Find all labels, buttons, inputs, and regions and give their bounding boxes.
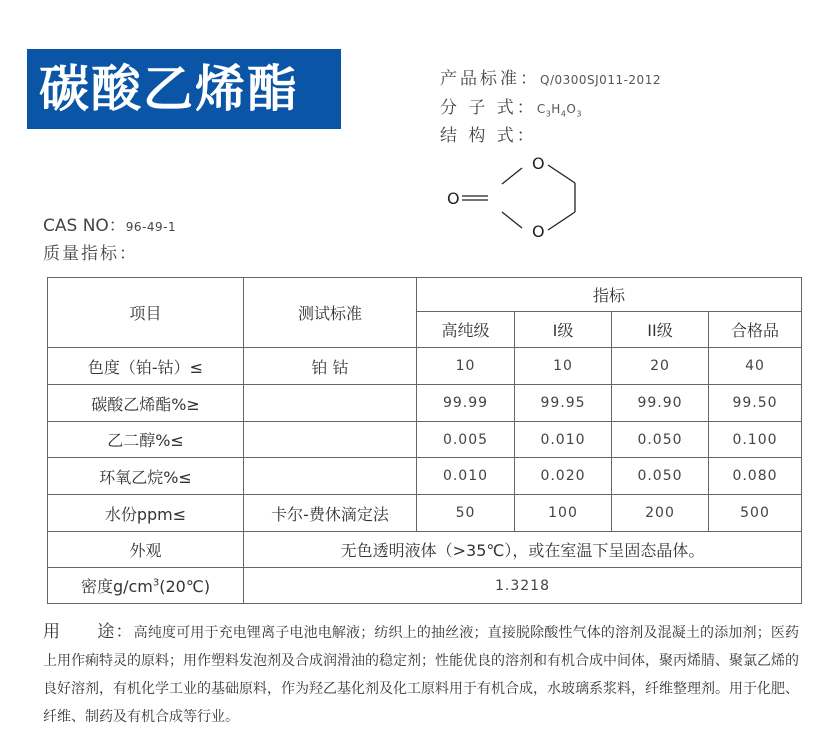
grade-header: 高纯级 bbox=[417, 312, 515, 348]
row-value: 100 bbox=[515, 495, 612, 532]
row-method: 卡尔-费休滴定法 bbox=[244, 495, 417, 532]
row-value: 0.005 bbox=[417, 422, 515, 458]
table-row bbox=[48, 495, 802, 532]
row-value: 0.010 bbox=[417, 458, 515, 495]
usage-text: 高纯度可用于充电锂离子电池电解液；纺织上的抽丝液；直接脱除酸性气体的溶剂及混凝土的添加剂；医药上用作痢特灵的原料；用作塑料发泡剂及合成润滑油的稳定剂；性能优良的溶剂和有机合成中间体，聚丙烯腈、聚氯乙烯的良好溶剂，有机化学工业的基础原料，作为羟乙基化剂及化工原料用于有机合成，水玻璃系浆料，纤维整理剂。用于化肥、纤维、制药及有机合成等行业。 bbox=[43, 625, 800, 725]
grade-header: I级 bbox=[515, 312, 612, 348]
structure-atom-ring-o-top: O bbox=[532, 154, 545, 173]
row-value: 99.50 bbox=[709, 385, 802, 422]
table-row bbox=[48, 385, 802, 422]
row-item: 环氧乙烷%≤ bbox=[48, 458, 244, 495]
row-value: 99.95 bbox=[515, 385, 612, 422]
row-item: 乙二醇%≤ bbox=[48, 422, 244, 458]
structure-atom-ring-o-bottom: O bbox=[532, 222, 545, 240]
quality-label: 质量指标： bbox=[43, 244, 138, 264]
structure-diagram bbox=[440, 150, 590, 240]
molecular-formula-value: $C_3H_4O_3$ bbox=[536, 102, 582, 119]
product-standard bbox=[440, 64, 661, 89]
header-index: 指标 bbox=[417, 278, 802, 312]
row-method bbox=[244, 385, 417, 422]
row-item: 外观 bbox=[48, 532, 244, 568]
header-method: 测试标准 bbox=[244, 278, 417, 348]
row-item: 色度（铂-钴）≤ bbox=[48, 348, 244, 385]
cas-value: 96-49-1 bbox=[125, 220, 177, 234]
product-standard-value: Q/0300SJ011-2012 bbox=[540, 73, 661, 87]
row-value: 0.010 bbox=[515, 422, 612, 458]
row-value: 0.050 bbox=[612, 422, 709, 458]
cas-number bbox=[43, 211, 176, 236]
row-method: 铂 钴 bbox=[244, 348, 417, 385]
table-row-density bbox=[48, 568, 802, 604]
grade-header: II级 bbox=[612, 312, 709, 348]
row-value: 0.100 bbox=[709, 422, 802, 458]
row-item: 碳酸乙烯酯%≥ bbox=[48, 385, 244, 422]
row-value: 99.90 bbox=[612, 385, 709, 422]
row-item: 水份ppm≤ bbox=[48, 495, 244, 532]
title-banner bbox=[27, 49, 341, 129]
cas-label: CAS NO： bbox=[43, 216, 126, 236]
molecular-formula-label: 分 子 式： bbox=[440, 98, 537, 118]
structural-formula-label: 结 构 式： bbox=[440, 126, 537, 146]
row-method bbox=[244, 422, 417, 458]
row-value: 99.99 bbox=[417, 385, 515, 422]
row-value: 0.020 bbox=[515, 458, 612, 495]
row-value: 40 bbox=[709, 348, 802, 385]
grade-header: 合格品 bbox=[709, 312, 802, 348]
row-value: 10 bbox=[515, 348, 612, 385]
row-value: 20 bbox=[612, 348, 709, 385]
row-value: 10 bbox=[417, 348, 515, 385]
table-row bbox=[48, 348, 802, 385]
table-row bbox=[48, 458, 802, 495]
structure-atom-carbonyl-o: O bbox=[447, 189, 460, 208]
quality-table bbox=[47, 277, 802, 604]
row-value: 200 bbox=[612, 495, 709, 532]
row-method bbox=[244, 458, 417, 495]
header-item: 项目 bbox=[48, 278, 244, 348]
row-value: 50 bbox=[417, 495, 515, 532]
table-header-row bbox=[48, 278, 802, 312]
row-value: 0.050 bbox=[612, 458, 709, 495]
structural-formula bbox=[440, 121, 537, 146]
table-row-appearance bbox=[48, 532, 802, 568]
product-standard-label: 产品标准： bbox=[440, 69, 540, 89]
row-value: 0.080 bbox=[709, 458, 802, 495]
density-value: 1.3218 bbox=[244, 568, 802, 604]
product-title: 碳酸乙烯酯 bbox=[39, 60, 299, 118]
appearance-value: 无色透明液体（>35℃），或在室温下呈固态晶体。 bbox=[244, 532, 802, 568]
usage-paragraph bbox=[43, 618, 799, 731]
molecular-formula bbox=[440, 93, 582, 118]
row-item: 密度$g/cm^3(20℃)$ bbox=[48, 568, 244, 604]
table-row bbox=[48, 422, 802, 458]
row-value: 500 bbox=[709, 495, 802, 532]
usage-label: 用 途： bbox=[43, 622, 134, 642]
